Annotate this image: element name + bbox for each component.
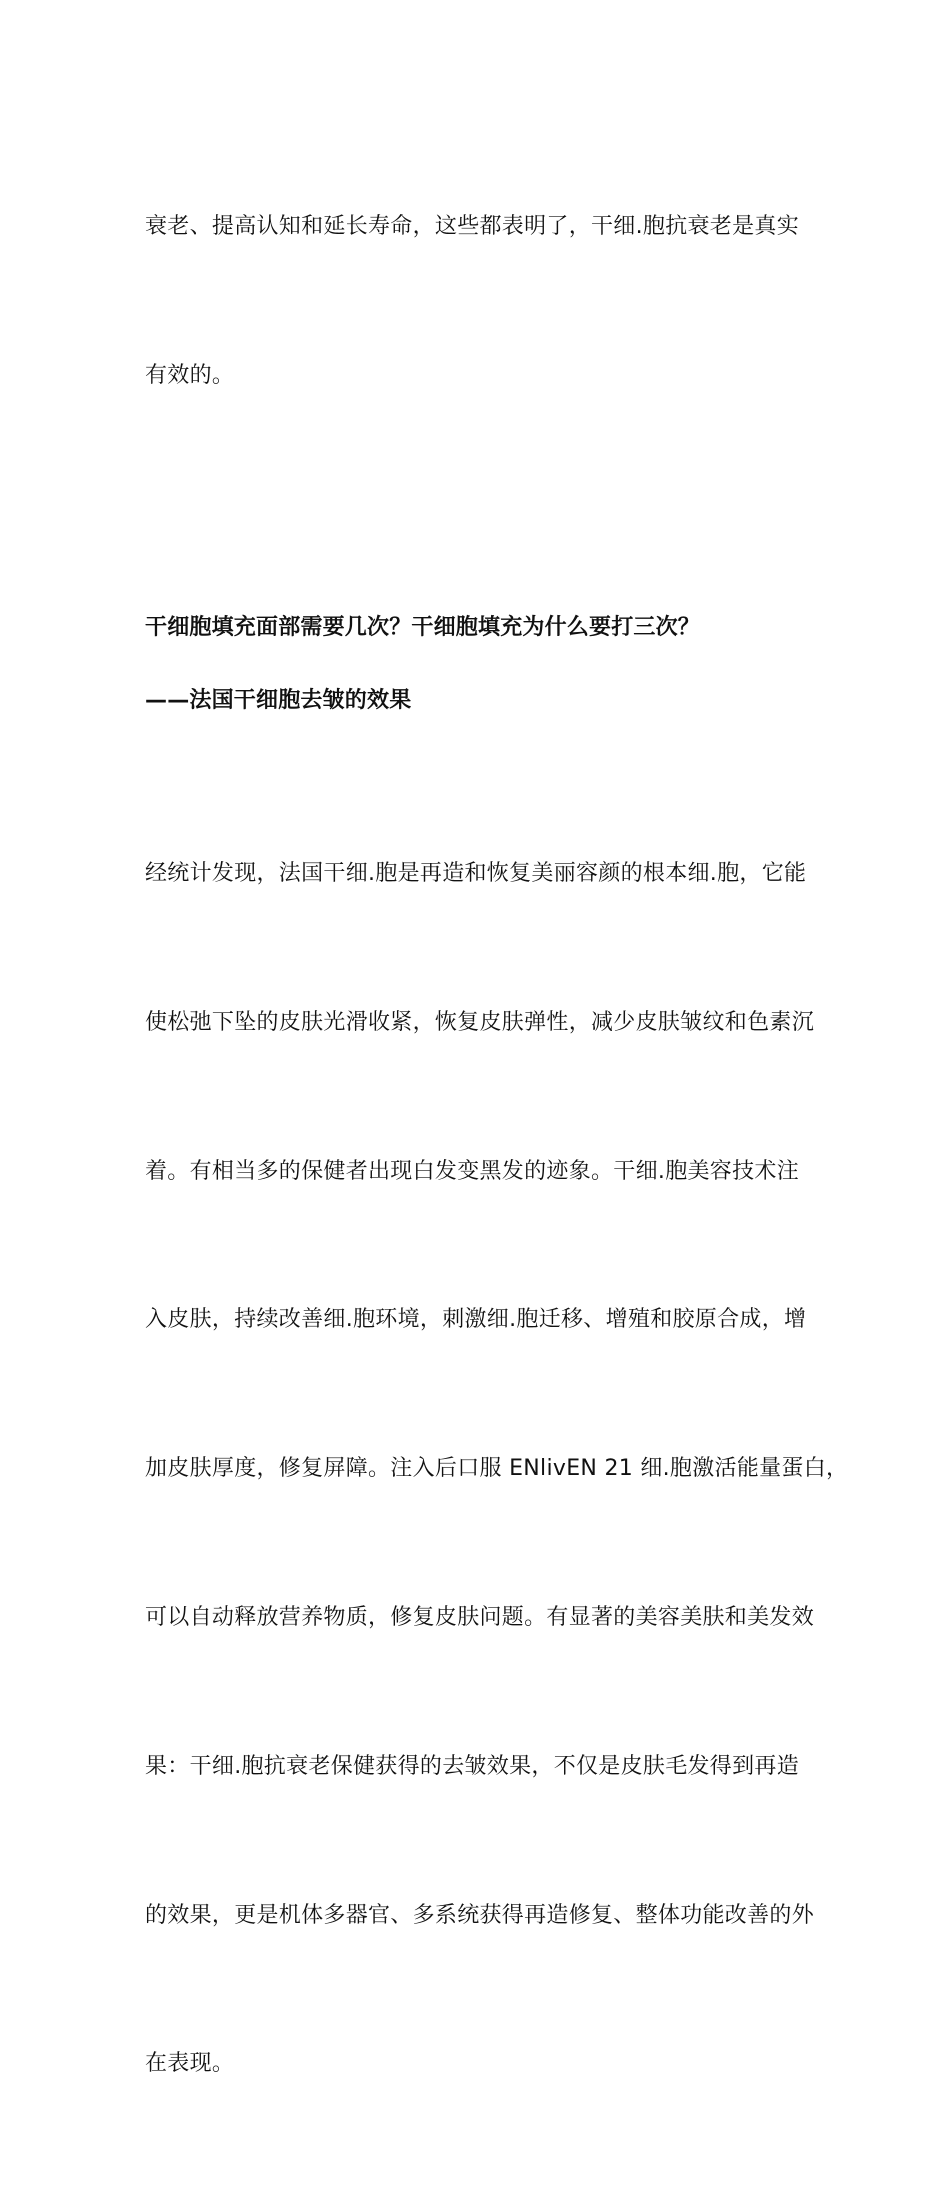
section-title: 干细胞填充面部需要几次？干细胞填充为什么要打三次？ — [145, 614, 701, 640]
text-line: 着。有相当多的保健者出现白发变黑发的迹象。干细.胞美容技术注 — [145, 1158, 799, 1184]
text-line: 加皮肤厚度，修复屏障。注入后口服 ENlivEN 21 细.胞激活能量蛋白， — [145, 1456, 849, 1482]
subsection-title: ——法国干细胞去皱的效果 — [145, 688, 412, 714]
text-line: 可以自动释放营养物质，修复皮肤问题。有显著的美容美肤和美发效 — [145, 1605, 815, 1631]
text-line: 经统计发现，法国干细.胞是再造和恢复美丽容颜的根本细.胞，它能 — [145, 861, 807, 887]
text-line: 使松弛下坠的皮肤光滑收紧，恢复皮肤弹性，减少皮肤皱纹和色素沉 — [145, 1009, 815, 1035]
text-line: 在表现。 — [145, 2051, 235, 2077]
document-content — [145, 103, 849, 2188]
text-line: 果：干细.胞抗衰老保健获得的去皱效果，不仅是皮肤毛发得到再造 — [145, 1753, 799, 1779]
text-line: 衰老、提高认知和延长寿命，这些都表明了，干细.胞抗衰老是真实 — [145, 214, 799, 240]
text-line: 入皮肤，持续改善细.胞环境，刺激细.胞迁移、增殖和胶原合成，增 — [145, 1307, 807, 1333]
text-line: 的效果，更是机体多器官、多系统获得再造修复、整体功能改善的外 — [145, 1902, 815, 1928]
intro-paragraph — [145, 103, 815, 500]
text-line: 有效的。 — [145, 362, 235, 388]
body-paragraph — [145, 750, 849, 2188]
